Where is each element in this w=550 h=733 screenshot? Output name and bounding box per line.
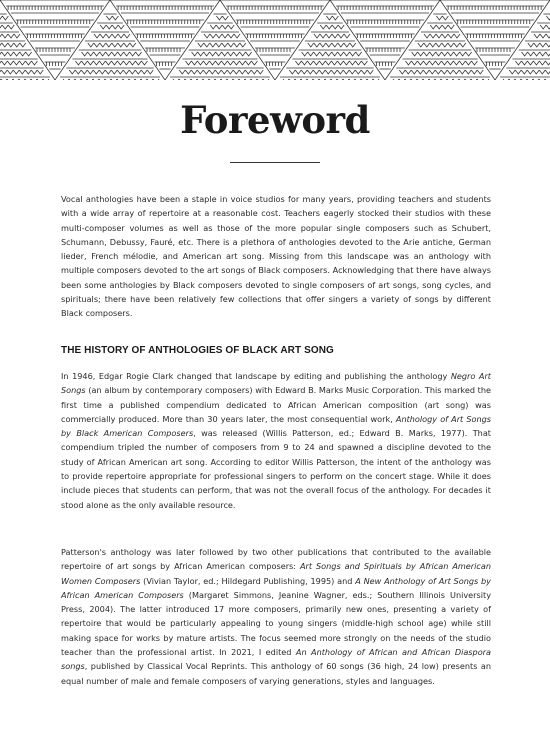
pattern-triangle-up — [0, 14, 50, 80]
page-title: Foreword — [180, 98, 370, 142]
book-title: A New Anthology of Art Songs by African American Composers — [61, 575, 491, 600]
later-publications-paragraph: Patterson's anthology was later followed by two other publications that contributed to the available repertoire of art songs by African American composers: Art Songs and Spirituals by African American Women Composers (Vivian Taylor, ed.; Hildegard Publishing, 1995) and A New Anthology of Art Songs by African American Composers (Margaret Simmons, Jeanine Wagner, eds.; Southern Illinois University Press, 2004). The latter introduced 17 more composers, primarily new ones, presenting a variety of repertoire that would be particularly appealing to young singers (middle-high school age) while still making space for works by mature artists. The focus seemed more strongly on the needs of the studio teacher than the professional artist. In 2021, I edited An Anthology of African and African Diaspora songs, published by Classical Vocal Reprints. This anthology of 60 songs (36 high, 24 low) presents an equal number of male and female composers of varying generations, styles and languages. — [61, 547, 492, 686]
decorative-tribal-banner — [0, 0, 550, 80]
pattern-triangle-up — [500, 14, 550, 80]
book-title: Anthology of Art Songs by Black American Composers — [61, 413, 491, 439]
history-paragraph: In 1946, Edgar Rogie Clark changed that landscape by editing and publishing the anthology Negro Art Songs (an album by contemporary composers) with Edward B. Marks Music Corporation. This marked the first time a published compendium dedicated to African American composition (art song) was commercially produced. More than 30 years later, the most consequential work, Anthology of Art Songs by Black American Composers, was released (Willis Patterson, ed.; Edward B. Marks, 1977). That compendium tripled the number of composers from 9 to 24 and spawned a discipline devoted to the study of African American art song. According to editor Willis Patterson, the intent of the anthology was to provide repertoire appropriate for professional singers to perform on the concert stage. While it does include pieces that students can perform, that was not the overall focus of the anthology. For decades it stood alone as the only available resource. — [61, 371, 491, 510]
title-divider — [230, 162, 320, 163]
book-title: Art Songs and Spirituals by African American Women Composers — [61, 561, 492, 586]
book-title: An Anthology of African and African Diaspora songs — [61, 647, 491, 672]
intro-paragraph: Vocal anthologies have been a staple in voice studios for many years, providing teachers and students with a wide array of repertoire at a reasonable cost. Teachers eagerly stocked their studios with these multi-composer volumes as well as those of the more popular single composers such as Schubert, Schumann, Debussy, Fauré, etc. There is a plethora of anthologies devoted to the Arie antiche, German lieder, French mélodie, and American art song. Missing from this landscape was an anthology with multiple composers devoted to the art songs of Black composers. Acknowledging that there have always been some anthologies by Black composers devoted to single composers of art songs, song cycles, and spirituals; there have been relatively few collections that offer singers a variety of songs by different Black composers. — [61, 194, 491, 319]
section-heading: THE HISTORY OF ANTHOLOGIES OF BLACK ART SONG — [61, 345, 334, 356]
book-title: Negro Art Songs — [61, 371, 491, 396]
